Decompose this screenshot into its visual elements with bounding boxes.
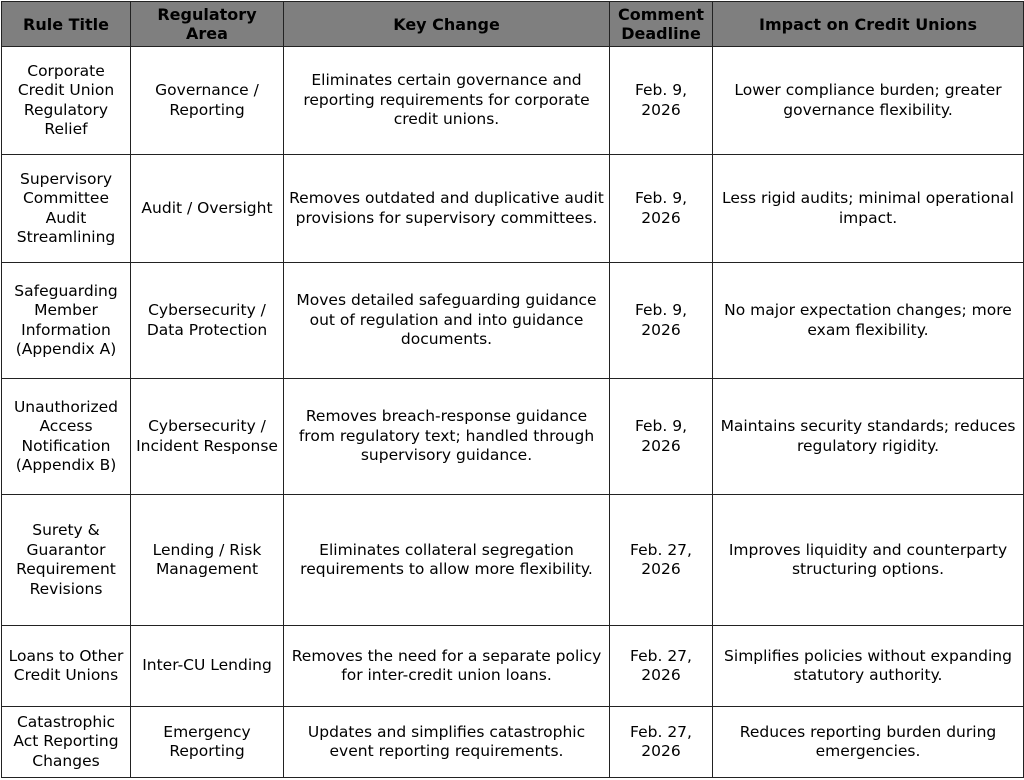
cell-comment-deadline: Feb. 9, 2026 (610, 155, 713, 263)
cell-comment-deadline: Feb. 9, 2026 (610, 379, 713, 495)
cell-comment-deadline: Feb. 27, 2026 (610, 495, 713, 626)
header-impact: Impact on Credit Unions (713, 2, 1024, 47)
cell-key-change: Updates and simplifies catastrophic event reporting requirements. (284, 707, 610, 778)
table-row (2, 263, 1024, 379)
cell-comment-deadline: Feb. 9, 2026 (610, 47, 713, 155)
cell-impact: Improves liquidity and counterparty structuring options. (713, 495, 1024, 626)
cell-regulatory-area: Audit / Oversight (131, 155, 284, 263)
cell-regulatory-area: Cybersecurity / Incident Response (131, 379, 284, 495)
header-key-change: Key Change (284, 2, 610, 47)
cell-rule-title: Supervisory Committee Audit Streamlining (2, 155, 131, 263)
table-row (2, 155, 1024, 263)
cell-rule-title: Surety & Guarantor Requirement Revisions (2, 495, 131, 626)
cell-key-change: Eliminates collateral segregation requirements to allow more flexibility. (284, 495, 610, 626)
regulatory-rules-table (1, 1, 1024, 778)
cell-regulatory-area: Emergency Reporting (131, 707, 284, 778)
cell-impact: Lower compliance burden; greater governance flexibility. (713, 47, 1024, 155)
cell-rule-title: Safeguarding Member Information (Appendix A) (2, 263, 131, 379)
cell-rule-title: Unauthorized Access Notification (Appendix B) (2, 379, 131, 495)
cell-impact: Less rigid audits; minimal operational impact. (713, 155, 1024, 263)
cell-regulatory-area: Lending / Risk Management (131, 495, 284, 626)
cell-rule-title: Loans to Other Credit Unions (2, 626, 131, 707)
cell-impact: No major expectation changes; more exam flexibility. (713, 263, 1024, 379)
cell-key-change: Eliminates certain governance and reporting requirements for corporate credit unions. (284, 47, 610, 155)
cell-rule-title: Catastrophic Act Reporting Changes (2, 707, 131, 778)
cell-key-change: Removes the need for a separate policy for inter-credit union loans. (284, 626, 610, 707)
table-row (2, 495, 1024, 626)
header-comment-deadline: Comment Deadline (610, 2, 713, 47)
header-rule-title: Rule Title (2, 2, 131, 47)
cell-regulatory-area: Governance / Reporting (131, 47, 284, 155)
header-regulatory-area: Regulatory Area (131, 2, 284, 47)
table-row (2, 707, 1024, 778)
cell-comment-deadline: Feb. 27, 2026 (610, 707, 713, 778)
cell-key-change: Removes breach-response guidance from regulatory text; handled through supervisory guidance. (284, 379, 610, 495)
cell-comment-deadline: Feb. 27, 2026 (610, 626, 713, 707)
cell-impact: Maintains security standards; reduces regulatory rigidity. (713, 379, 1024, 495)
table-row (2, 379, 1024, 495)
cell-impact: Simplifies policies without expanding statutory authority. (713, 626, 1024, 707)
table-row (2, 626, 1024, 707)
cell-comment-deadline: Feb. 9, 2026 (610, 263, 713, 379)
cell-key-change: Moves detailed safeguarding guidance out of regulation and into guidance documents. (284, 263, 610, 379)
cell-key-change: Removes outdated and duplicative audit provisions for supervisory committees. (284, 155, 610, 263)
table-row (2, 47, 1024, 155)
cell-regulatory-area: Cybersecurity / Data Protection (131, 263, 284, 379)
cell-impact: Reduces reporting burden during emergencies. (713, 707, 1024, 778)
cell-rule-title: Corporate Credit Union Regulatory Relief (2, 47, 131, 155)
table-header-row (2, 2, 1024, 47)
cell-regulatory-area: Inter-CU Lending (131, 626, 284, 707)
